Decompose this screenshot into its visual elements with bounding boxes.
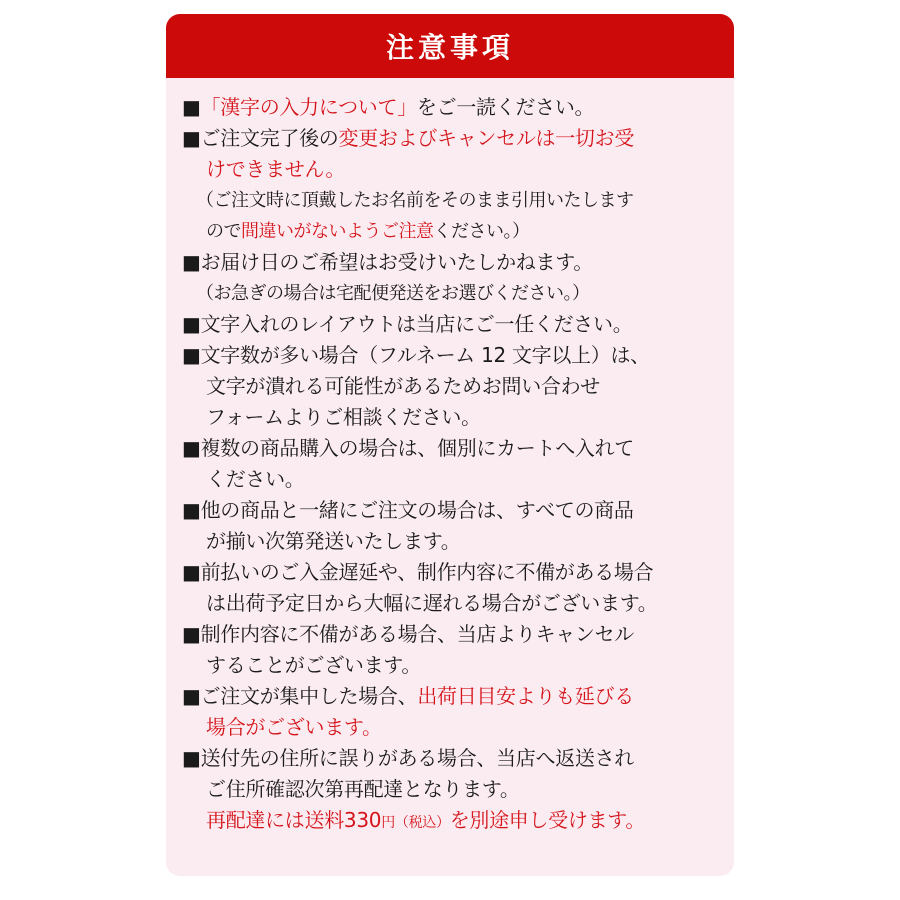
note-9-cont: することがございます。 [206, 653, 422, 677]
note-5-cont-1: 文字が潰れる可能性があるためお問い合わせ [206, 374, 600, 398]
note-8-cont: は出荷予定日から大幅に遅れる場合がございます。 [206, 591, 658, 615]
note-text: ので [206, 221, 241, 242]
note-5 [182, 340, 727, 371]
note-2-sub-1: （ご注文時に頂戴したお名前をそのまま引用いたします [196, 190, 634, 211]
note-11-cont: ご住所確認次第再配達となります。 [206, 777, 520, 801]
note-text: 他の商品と一緒にご注文の場合は、すべての商品 [200, 498, 634, 522]
note-10-cont: 場合がございます。 [206, 715, 382, 739]
note-highlight: 間違いがないようご注意 [241, 221, 434, 242]
note-highlight: を別途申し受けます。 [449, 808, 646, 832]
note-text: をご一読ください。 [416, 95, 595, 119]
note-11 [182, 743, 727, 774]
note-3 [182, 247, 727, 278]
note-highlight: 出荷日目安よりも延びる [417, 684, 635, 708]
note-text: 前払いのご入金遅延や、制作内容に不備がある場合 [200, 560, 654, 584]
bullet: ■ [182, 95, 201, 119]
note-text: 複数の商品購入の場合は、個別にカートへ入れて [200, 436, 635, 460]
redelivery-fee-note [182, 805, 727, 839]
price-unit: 円（税込） [381, 815, 450, 831]
note-8 [182, 557, 727, 588]
note-2-cont: けできません。 [206, 157, 346, 181]
notice-card [166, 14, 734, 876]
note-text: ください。） [433, 221, 530, 242]
note-highlight: 再配達には送料330 [206, 808, 382, 832]
note-text: 送付先の住所に誤りがある場合、当店へ返送され [200, 746, 635, 770]
note-text: 文字入れのレイアウトは当店にご一任ください。 [200, 312, 633, 336]
note-9 [182, 619, 727, 650]
bullet: ■ [182, 746, 201, 770]
note-10 [182, 681, 727, 712]
note-text: お届け日のご希望はお受けいたしかねます。 [200, 250, 594, 274]
bullet: ■ [182, 126, 201, 150]
note-2 [182, 123, 727, 154]
bullet: ■ [182, 312, 201, 336]
kanji-input-link-text: 「漢字の入力について」 [200, 95, 417, 119]
note-text: ご注文完了後の [200, 126, 339, 150]
note-1 [182, 92, 727, 123]
notice-header [166, 14, 734, 78]
note-text: 文字数が多い場合（フルネーム 12 文字以上）は、 [200, 343, 650, 367]
note-text: 制作内容に不備がある場合、当店よりキャンセル [200, 622, 635, 646]
note-3-sub: （お急ぎの場合は宅配便発送をお選びください。） [196, 283, 590, 304]
bullet: ■ [182, 684, 201, 708]
note-highlight: 変更およびキャンセルは一切お受 [338, 126, 635, 150]
bullet: ■ [182, 343, 201, 367]
bullet: ■ [182, 250, 201, 274]
note-4 [182, 309, 727, 340]
note-2-sub-2 [182, 216, 727, 247]
notice-list [182, 92, 727, 839]
bullet: ■ [182, 436, 201, 460]
note-7-cont: が揃い次第発送いたします。 [206, 529, 461, 553]
bullet: ■ [182, 498, 201, 522]
note-7 [182, 495, 727, 526]
note-6-cont: ください。 [206, 467, 305, 491]
notice-title: 注意事項 [385, 31, 514, 64]
bullet: ■ [182, 560, 201, 584]
note-text: ご注文が集中した場合、 [200, 684, 418, 708]
note-5-cont-2: フォームよりご相談ください。 [206, 405, 481, 429]
note-6 [182, 433, 727, 464]
bullet: ■ [182, 622, 201, 646]
